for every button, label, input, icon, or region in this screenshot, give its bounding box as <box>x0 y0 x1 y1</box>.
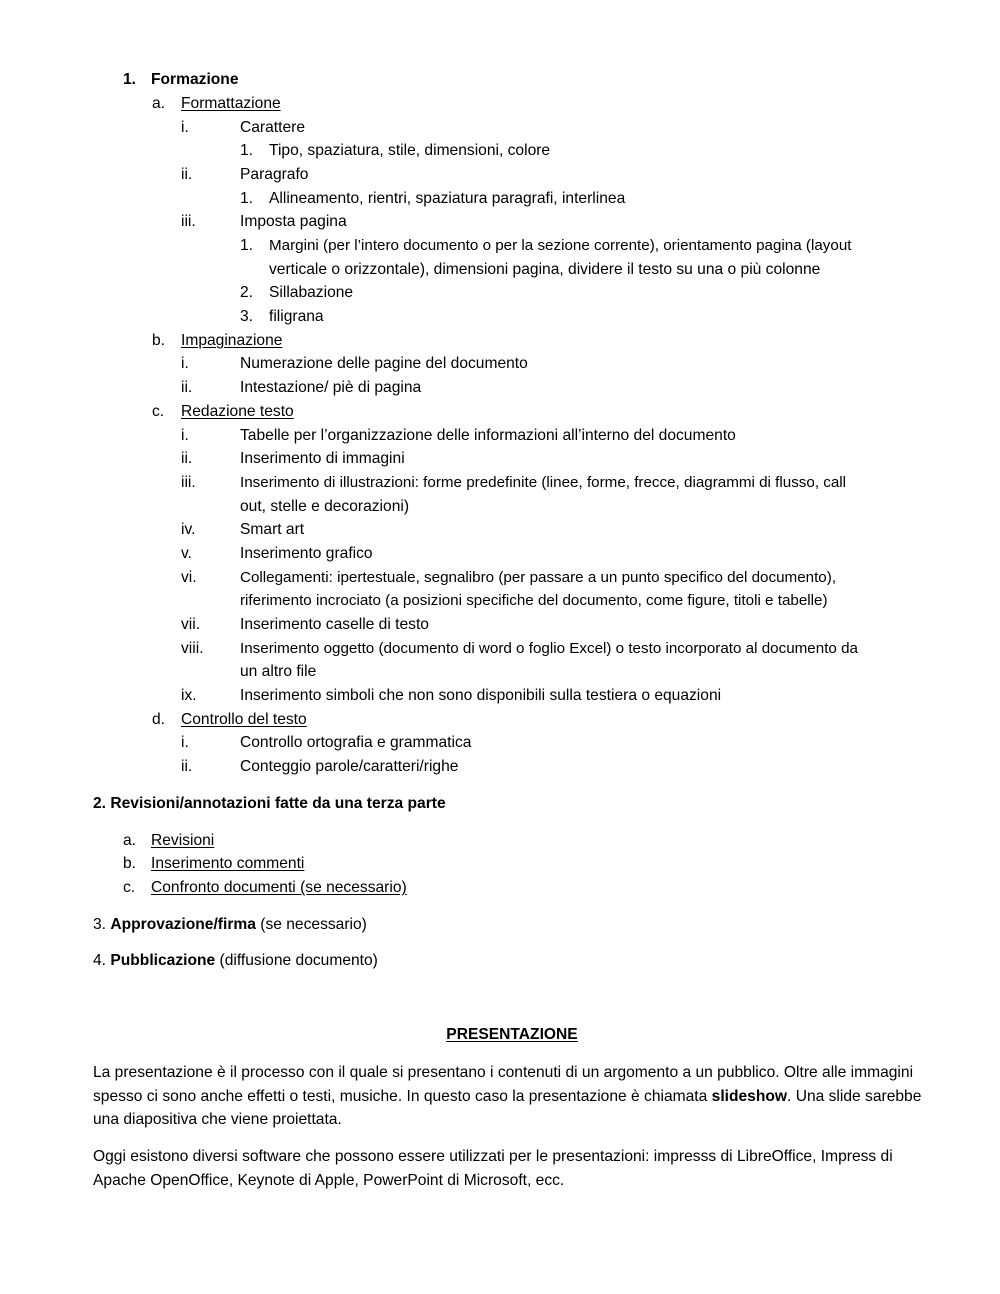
item-1a-i-1-text: Tipo, spaziatura, stile, dimensioni, colore <box>269 142 551 159</box>
item-1a-title: Formattazione <box>181 95 281 112</box>
item-1a-i-1-label: 1. <box>240 142 254 159</box>
section-4-bold: Pubblicazione <box>110 952 216 969</box>
item-1b-label: b. <box>152 332 166 349</box>
section-3-bold: Approvazione/firma <box>110 916 256 933</box>
item-1b-title: Impaginazione <box>181 332 283 349</box>
item-2a-title: Revisioni <box>151 832 215 849</box>
item-1a-iii-3-label: 3. <box>240 308 254 325</box>
item-1c-ii-text: Inserimento di immagini <box>240 450 405 467</box>
item-1b-i-label: i. <box>181 355 189 372</box>
item-1d-ii-text: Conteggio parole/caratteri/righe <box>240 758 459 775</box>
section-1-title: Formazione <box>151 71 239 88</box>
item-1a-iii-1-line2: verticale o orizzontale), dimensioni pagina, dividere il testo su una o più colonne <box>269 261 821 278</box>
section-4-number: 4. <box>93 952 107 969</box>
item-1c-i-label: i. <box>181 427 189 444</box>
item-1c-iii-line2: out, stelle e decorazioni) <box>240 498 410 515</box>
item-1d-label: d. <box>152 711 166 728</box>
section-4-rest: (diffusione documento) <box>215 952 378 969</box>
section-3 <box>93 915 367 935</box>
section-3-number: 3. <box>93 916 107 933</box>
item-2b-label: b. <box>123 855 137 872</box>
item-1c-ix-text: Inserimento simboli che non sono disponibili sulla testiera o equazioni <box>240 687 722 704</box>
item-1c-v-text: Inserimento grafico <box>240 545 373 562</box>
item-1c-i-text: Tabelle per l’organizzazione delle informazioni all’interno del documento <box>240 427 736 444</box>
item-2a-label: a. <box>123 832 137 849</box>
item-1d-title: Controllo del testo <box>181 711 307 728</box>
item-1c-vi-line2: riferimento incrociato (a posizioni specifiche del documento, come figure, titoli e tabelle) <box>240 592 828 609</box>
section-4 <box>93 951 378 971</box>
item-1c-title: Redazione testo <box>181 403 294 420</box>
item-2b-title: Inserimento commenti <box>151 855 305 872</box>
p1-bold-slideshow: slideshow <box>711 1087 788 1105</box>
item-1c-ix-label: ix. <box>181 687 197 704</box>
item-1a-i-label: i. <box>181 119 189 136</box>
p1-part1: La presentazione è il processo con il quale si presentano i contenuti di un argomento a un pubblico. Oltre alle immagini spesso ci sono anche effetti o testi, musiche. In questo caso la presentazione è chiamata <box>93 1064 914 1105</box>
item-1c-iv-label: iv. <box>181 521 196 538</box>
p1-part2: . Una slide sarebbe una diapositiva che viene proiettata. <box>93 1087 922 1129</box>
item-1a-i-text: Carattere <box>240 119 306 136</box>
item-1c-label: c. <box>152 403 165 420</box>
item-2c-title: Confronto documenti (se necessario) <box>151 879 407 896</box>
section-1-number: 1. <box>123 71 137 88</box>
item-1c-v-label: v. <box>181 545 192 562</box>
item-1a-iii-1-line1: Margini (per l’intero documento o per la sezione corrente), orientamento pagina (layout <box>269 237 852 254</box>
item-1c-iii-label: iii. <box>181 474 196 491</box>
item-1a-iii-text: Imposta pagina <box>240 213 347 230</box>
item-1c-viii-label: viii. <box>181 640 204 657</box>
item-1c-viii-line1: Inserimento oggetto (documento di word o foglio Excel) o testo incorporato al documento da <box>240 640 858 657</box>
item-1a-ii-label: ii. <box>181 166 193 183</box>
item-1c-ii-label: ii. <box>181 450 193 467</box>
item-1a-iii-2-label: 2. <box>240 284 254 301</box>
section-3-rest: (se necessario) <box>255 916 367 933</box>
section-2-title: 2. Revisioni/annotazioni fatte da una terza parte <box>93 795 446 812</box>
item-1c-iv-text: Smart art <box>240 521 305 538</box>
presentazione-paragraph-2: Oggi esistono diversi software che possono essere utilizzati per le presentazioni: impresss di LibreOffice, Impress di Apache OpenOffice, Keynote di Apple, PowerPoint di Microsoft, ecc. <box>93 1148 893 1189</box>
item-1c-vii-label: vii. <box>181 616 201 633</box>
item-1b-i-text: Numerazione delle pagine del documento <box>240 355 528 372</box>
item-1a-ii-1-text: Allineamento, rientri, spaziatura paragrafi, interlinea <box>269 190 626 207</box>
item-1a-iii-label: iii. <box>181 213 196 230</box>
item-1c-vi-line1: Collegamenti: ipertestuale, segnalibro (per passare a un punto specifico del documento), <box>240 569 837 586</box>
item-1d-i-text: Controllo ortografia e grammatica <box>240 734 472 751</box>
item-1a-iii-2-text: Sillabazione <box>269 284 354 301</box>
item-1c-vii-text: Inserimento caselle di testo <box>240 616 429 633</box>
item-1d-ii-label: ii. <box>181 758 193 775</box>
presentazione-heading: PRESENTAZIONE <box>446 1026 578 1043</box>
item-1c-vi-label: vi. <box>181 569 197 586</box>
item-1a-iii-1-label: 1. <box>240 237 254 254</box>
item-1a-ii-1-label: 1. <box>240 190 254 207</box>
item-1a-ii-text: Paragrafo <box>240 166 309 183</box>
item-1a-label: a. <box>152 95 166 112</box>
item-1c-viii-line2: un altro file <box>240 663 317 680</box>
presentazione-paragraph-1 <box>93 1061 933 1132</box>
item-1b-ii-text: Intestazione/ piè di pagina <box>240 379 422 396</box>
item-1d-i-label: i. <box>181 734 189 751</box>
item-2c-label: c. <box>123 879 136 896</box>
item-1c-iii-line1: Inserimento di illustrazioni: forme predefinite (linee, forme, frecce, diagrammi di flusso, call <box>240 474 847 491</box>
item-1a-iii-3-text: filigrana <box>269 308 324 325</box>
item-1b-ii-label: ii. <box>181 379 193 396</box>
